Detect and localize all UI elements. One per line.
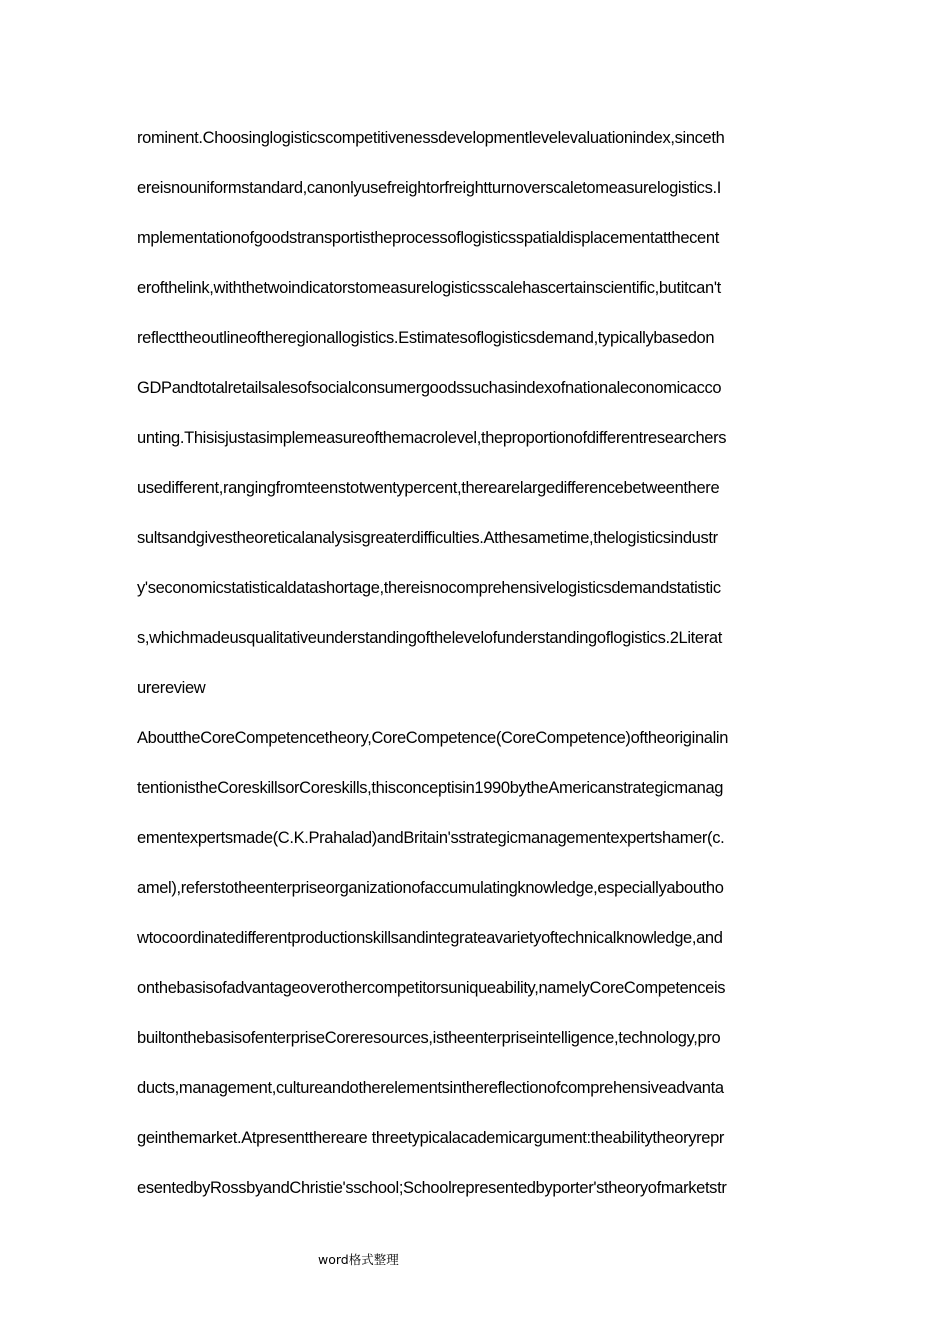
text-line: sultsandgivestheoreticalanalysisgreaterdifficulties.Atthesametime,thelogisticsindustr (137, 529, 718, 547)
text-line: amel),referstotheenterpriseorganizationofaccumulatingknowledge,especiallyaboutho (137, 879, 724, 897)
text-line: usedifferent,rangingfromteenstotwentypercent,therearelargedifferencebetweenthere (137, 479, 720, 497)
text-line: rominent.Choosinglogisticscompetitivenessdevelopmentlevelevaluationindex,sinceth (137, 129, 725, 147)
text-line: geinthemarket.Atpresentthereare threetypicalacademicargument:theabilitytheoryrepr (137, 1129, 725, 1147)
body-text (137, 124, 827, 1224)
text-line: ducts,management,cultureandotherelementsinthereflectionofcomprehensiveadvanta (137, 1079, 724, 1097)
text-line: ereisnouniformstandard,canonlyusefreightorfreightturnoverscaletomeasurelogistics.I (137, 179, 721, 197)
text-line: erofthelink,withthetwoindicatorstomeasurelogisticsscalehascertainscientific,butitcan't (137, 279, 721, 297)
text-line: ementexpertsmade(C.K.Prahalad)andBritain'sstrategicmanagementexpertshamer(c. (137, 829, 725, 847)
text-line: mplementationofgoodstransportistheprocessoflogisticsspatialdisplacementatthecent (137, 229, 719, 247)
text-line: s,whichmadeusqualitativeunderstandingofthelevelofunderstandingoflogistics.2Literat (137, 629, 722, 647)
text-line: wtocoordinatedifferentproductionskillsandintegrateavarietyoftechnicalknowledge,and (137, 929, 723, 947)
page-footer: word格式整理 (318, 1252, 399, 1267)
text-line: urereview (137, 679, 206, 697)
text-line: reflecttheoutlineoftheregionallogistics.Estimatesoflogisticsdemand,typicallybasedon (137, 329, 715, 347)
text-line: onthebasisofadvantageoverothercompetitorsuniqueability,namelyCoreCompetenceis (137, 979, 726, 997)
text-line: builtonthebasisofenterpriseCoreresources,istheenterpriseintelligence,technology,pro (137, 1029, 721, 1047)
text-line: y'seconomicstatisticaldatashortage,thereisnocomprehensivelogisticsdemandstatistic (137, 579, 721, 597)
text-line: unting.Thisisjustasimplemeasureofthemacrolevel,theproportionofdifferentresearchers (137, 429, 727, 447)
text-line: AbouttheCoreCompetencetheory,CoreCompetence(CoreCompetence)oftheoriginalin (137, 729, 729, 747)
text-line: GDPandtotalretailsalesofsocialconsumergoodssuchasindexofnationaleconomicacco (137, 379, 722, 397)
text-line: esentedbyRossbyandChristie'sschool;Schoolrepresentedbyporter'stheoryofmarketstr (137, 1179, 727, 1197)
text-line: tentionistheCoreskillsorCoreskills,thisconceptisin1990bytheAmericanstrategicmanag (137, 779, 724, 797)
